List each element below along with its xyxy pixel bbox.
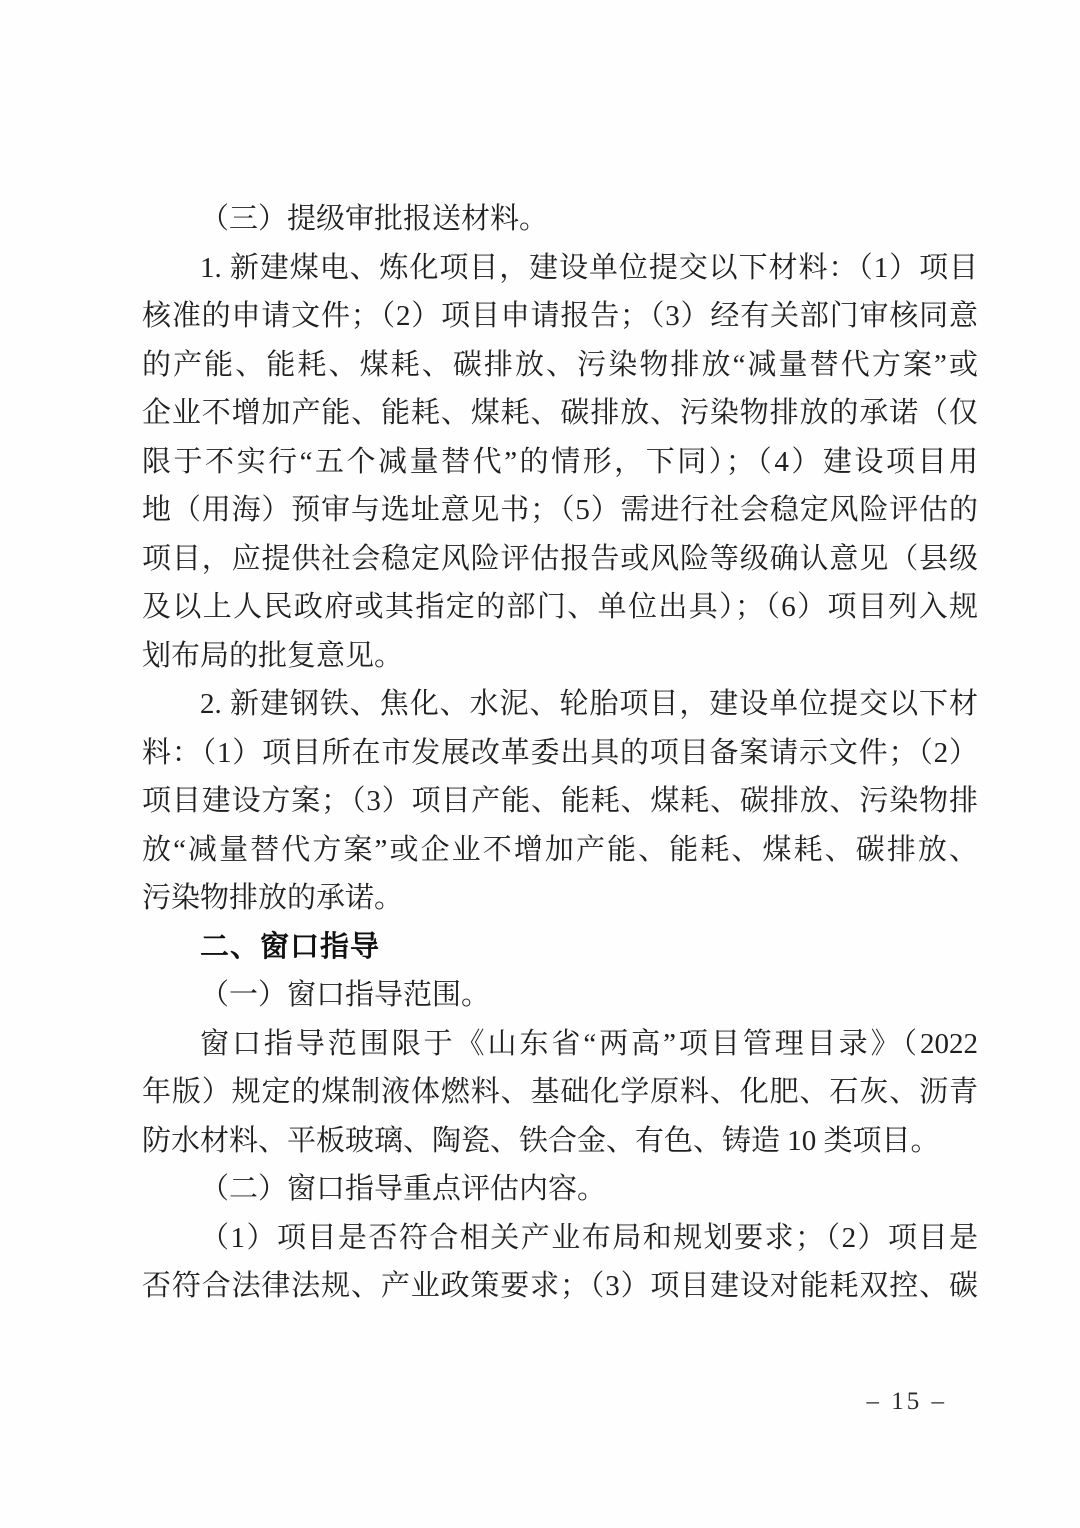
text-line: 项目，应提供社会稳定风险评估报告或风险等级确认意见（县级 bbox=[142, 542, 978, 575]
text-line: 年版）规定的煤制液体燃料、基础化学原料、化肥、石灰、沥青 bbox=[142, 1076, 978, 1108]
text-line: 1. 新建煤电、炼化项目，建设单位提交以下材料：（1）项目 bbox=[200, 251, 978, 284]
text-line: 窗口指导范围限于《山东省“两高”项目管理目录》（2022 bbox=[200, 1027, 978, 1060]
text-line: 料：（1）项目所在市发展改革委出具的项目备案请示文件；（2） bbox=[142, 736, 978, 769]
text-line: 划布局的批复意见。 bbox=[142, 639, 404, 672]
section-heading: 二、窗口指导 bbox=[200, 930, 381, 963]
text-line: （三）提级审批报送材料。 bbox=[200, 203, 549, 235]
text-line: 限于不实行“五个减量替代”的情形，下同）；（4）建设项目用 bbox=[142, 445, 978, 478]
document-body bbox=[142, 195, 978, 1311]
text-line: 2. 新建钢铁、焦化、水泥、轮胎项目，建设单位提交以下材 bbox=[200, 688, 978, 720]
text-line: 地（用海）预审与选址意见书；（5）需进行社会稳定风险评估的 bbox=[142, 494, 978, 526]
text-line: 的产能、能耗、煤耗、碳排放、污染物排放“减量替代方案”或 bbox=[142, 348, 978, 381]
text-line: 企业不增加产能、能耗、煤耗、碳排放、污染物排放的承诺（仅 bbox=[142, 397, 978, 429]
page-number: – 15 – bbox=[866, 1388, 947, 1415]
text-line: 核准的申请文件；（2）项目申请报告；（3）经有关部门审核同意 bbox=[142, 300, 978, 332]
text-line: 放“减量替代方案”或企业不增加产能、能耗、煤耗、碳排放、 bbox=[142, 833, 978, 866]
text-line: 防水材料、平板玻璃、陶瓷、铁合金、有色、铸造 10 类项目。 bbox=[142, 1124, 940, 1157]
text-line: 污染物排放的承诺。 bbox=[142, 882, 404, 914]
text-line: 项目建设方案；（3）项目产能、能耗、煤耗、碳排放、污染物排 bbox=[142, 785, 978, 817]
text-line: 否符合法律法规、产业政策要求；（3）项目建设对能耗双控、碳 bbox=[142, 1270, 978, 1302]
subsection-heading: （二）窗口指导重点评估内容。 bbox=[200, 1173, 607, 1205]
subsection-heading: （一）窗口指导范围。 bbox=[200, 979, 491, 1011]
text-line: （1）项目是否符合相关产业布局和规划要求；（2）项目是 bbox=[200, 1221, 978, 1254]
text-line: 及以上人民政府或其指定的部门、单位出具）；（6）项目列入规 bbox=[142, 591, 978, 623]
